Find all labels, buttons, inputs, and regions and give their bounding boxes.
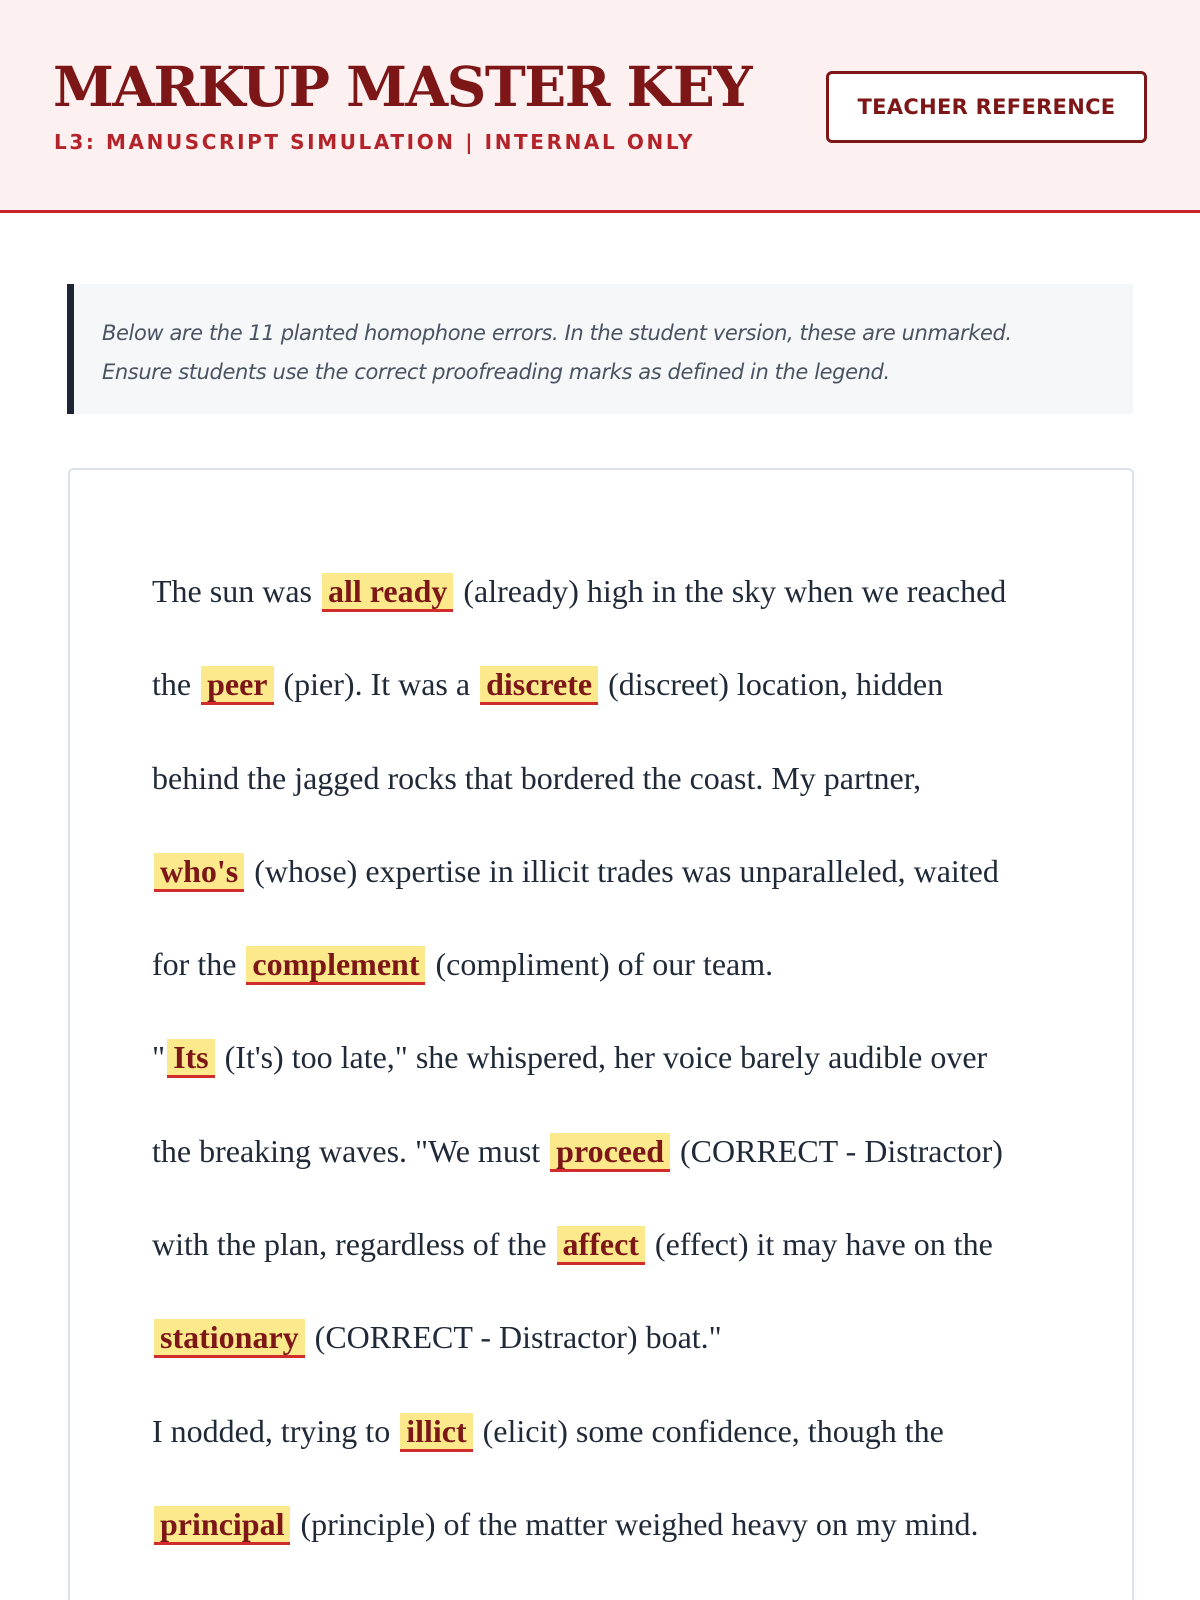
manuscript-line xyxy=(152,1198,1072,1291)
document-title: MARKUP MASTER KEY xyxy=(53,54,752,119)
homophone-error-highlight: Its xyxy=(167,1039,215,1078)
homophone-error-highlight: stationary xyxy=(154,1319,305,1358)
manuscript-line xyxy=(152,1478,1072,1571)
manuscript-text-segment: for the xyxy=(152,946,245,983)
manuscript-line xyxy=(152,638,1072,731)
manuscript-text-segment: (pier). It was a xyxy=(275,666,479,703)
manuscript-line xyxy=(152,1105,1072,1198)
homophone-error-highlight: discrete xyxy=(480,666,598,705)
manuscript-text-segment: (effect) it may have on the xyxy=(646,1226,993,1263)
manuscript-line xyxy=(152,918,1072,1011)
manuscript-text-segment: (CORRECT - Distractor) xyxy=(671,1132,1003,1169)
manuscript-text-segment: (already) high in the sky when we reached xyxy=(455,573,1007,609)
manuscript-text-segment: (compliment) of our team. xyxy=(427,946,774,983)
manuscript-text-segment: the breaking waves. "We must xyxy=(152,1132,549,1169)
manuscript-text-segment: (whose) expertise in illicit trades was unparalleled, waited xyxy=(246,852,999,889)
document-subtitle: L3: MANUSCRIPT SIMULATION | INTERNAL ONLY xyxy=(54,130,696,154)
manuscript-text-segment: " xyxy=(152,1039,166,1076)
teacher-reference-badge: TEACHER REFERENCE xyxy=(826,71,1147,143)
manuscript-text-segment: (principle) of the matter weighed heavy on my mind. xyxy=(292,1505,979,1542)
manuscript-text-segment: behind the jagged rocks that bordered the coast. My partner, xyxy=(152,759,922,796)
manuscript-text-segment: (It's) too late," she whispered, her voice barely audible over xyxy=(216,1039,988,1076)
manuscript-text-segment: The sun was xyxy=(152,573,320,609)
homophone-error-highlight: peer xyxy=(201,666,273,705)
key-header xyxy=(0,0,1200,213)
instructions-callout xyxy=(67,284,1133,414)
homophone-error-highlight: illict xyxy=(400,1413,472,1452)
homophone-error-highlight: who's xyxy=(154,853,244,892)
homophone-error-highlight: affect xyxy=(557,1226,645,1265)
homophone-error-highlight: all ready xyxy=(322,573,453,612)
homophone-error-highlight: proceed xyxy=(550,1133,670,1172)
manuscript-line xyxy=(152,1011,1072,1104)
manuscript-sheet xyxy=(68,468,1134,1600)
instructions-line-1: Below are the 11 planted homophone errors. In the student version, these are unmarked. xyxy=(102,321,1012,345)
homophone-error-highlight: complement xyxy=(246,946,425,985)
manuscript-line xyxy=(152,545,1072,638)
manuscript-line xyxy=(152,732,1072,825)
homophone-error-highlight: principal xyxy=(154,1506,290,1545)
instructions-line-2: Ensure students use the correct proofreading marks as defined in the legend. xyxy=(102,360,890,384)
manuscript-text-segment: with the plan, regardless of the xyxy=(152,1226,555,1263)
manuscript-line xyxy=(152,1385,1072,1478)
manuscript-line xyxy=(152,1291,1072,1384)
manuscript-text-segment: I nodded, trying to xyxy=(152,1412,399,1449)
manuscript-text-segment: (discreet) location, hidden xyxy=(600,666,944,703)
manuscript-text-segment: the xyxy=(152,666,200,703)
manuscript-text-segment: (elicit) some confidence, though the xyxy=(474,1412,944,1449)
manuscript-text-segment: (CORRECT - Distractor) boat." xyxy=(306,1319,722,1356)
manuscript-text xyxy=(152,545,1072,1571)
manuscript-line xyxy=(152,825,1072,918)
